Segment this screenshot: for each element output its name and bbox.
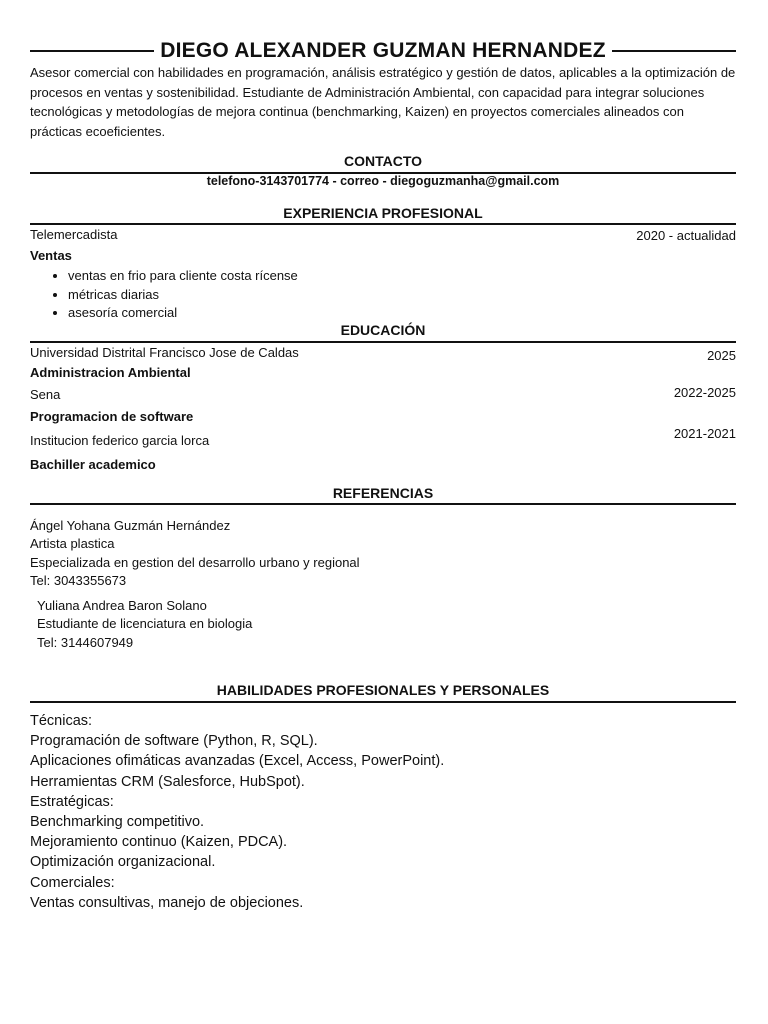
name-header (30, 38, 736, 64)
skills-list (30, 711, 444, 913)
reference-entry (37, 597, 252, 652)
list-item: Optimización organizacional. (30, 854, 216, 871)
list-item: Benchmarking competitivo. (30, 814, 205, 831)
education-degree: Bachiller academico (30, 457, 156, 472)
experience-divider (30, 223, 736, 225)
reference-specialization: Especializada en gestion del desarrollo urbano y regional (30, 554, 360, 570)
experience-area: Ventas (30, 248, 72, 263)
education-degree: Administracion Ambiental (30, 365, 191, 380)
skills-category-label: Estratégicas: (30, 793, 114, 810)
education-year: 2022-2025 (673, 385, 736, 400)
contact-details: telefono-3143701774 - correo - diegoguzmanha@gmail.com (206, 174, 560, 188)
reference-name: Yuliana Andrea Baron Solano (37, 598, 207, 613)
education-section-title: EDUCACIÓN (340, 322, 426, 338)
education-degree: Programacion de software (30, 409, 194, 424)
list-item: Aplicaciones ofimáticas avanzadas (Excel, Access, PowerPoint). (30, 753, 445, 770)
experience-duties-list (30, 267, 298, 323)
list-item: • asesoría comercial (68, 304, 298, 323)
skills-section-title: HABILIDADES PROFESIONALES Y PERSONALES (216, 682, 550, 698)
skills-category-label: Técnicas: (30, 713, 93, 729)
references-section-title: REFERENCIAS (332, 485, 434, 501)
reference-occupation: Estudiante de licenciatura en biologia (37, 616, 253, 632)
list-item: Mejoramiento continuo (Kaizen, PDCA). (30, 834, 288, 851)
references-divider (30, 503, 736, 505)
list-item: Programación de software (Python, R, SQL). (30, 733, 318, 750)
list-item: Herramientas CRM (Salesforce, HubSpot). (30, 773, 305, 790)
experience-period: 2020 - actualidad (636, 228, 736, 243)
education-institution: Institucion federico garcia lorca (30, 433, 210, 448)
education-year: 2021-2021 (673, 426, 736, 441)
education-year: 2025 (707, 348, 736, 363)
reference-entry (30, 517, 360, 590)
education-divider (30, 341, 736, 343)
header-rule-left (30, 50, 154, 52)
list-item: • ventas en frio para cliente costa rícense (68, 267, 298, 286)
list-item: Ventas consultivas, manejo de objeciones. (30, 894, 304, 911)
experience-section-title: EXPERIENCIA PROFESIONAL (283, 205, 483, 221)
education-institution: Sena (30, 387, 61, 402)
reference-name: Ángel Yohana Guzmán Hernández (30, 518, 231, 533)
reference-occupation: Artista plastica (30, 536, 115, 552)
list-item: • métricas diarias (68, 286, 298, 305)
skills-category-label: Comerciales: (30, 874, 115, 891)
experience-role: Telemercadista (30, 227, 118, 242)
education-institution: Universidad Distrital Francisco Jose de Caldas (30, 345, 299, 360)
skills-divider (30, 701, 736, 703)
full-name: DIEGO ALEXANDER GUZMAN HERNANDEZ (160, 39, 606, 62)
header-rule-right (612, 50, 736, 52)
contact-section-title: CONTACTO (343, 153, 423, 169)
reference-phone: Tel: 3043355673 (30, 572, 127, 588)
reference-phone: Tel: 3144607949 (37, 634, 134, 650)
profile-summary: Asesor comercial con habilidades en programación, análisis estratégico y gestión de datos, aplicables a la optimización de procesos en ventas y sostenibilidad. Estudiante de Administración Ambiental, con capacidad para integrar soluciones tecnológicas y metodologías de mejora continua (benchmarking, Kaizen) en proyectos comerciales alineados con prácticas ecoeficientes. (30, 65, 736, 139)
